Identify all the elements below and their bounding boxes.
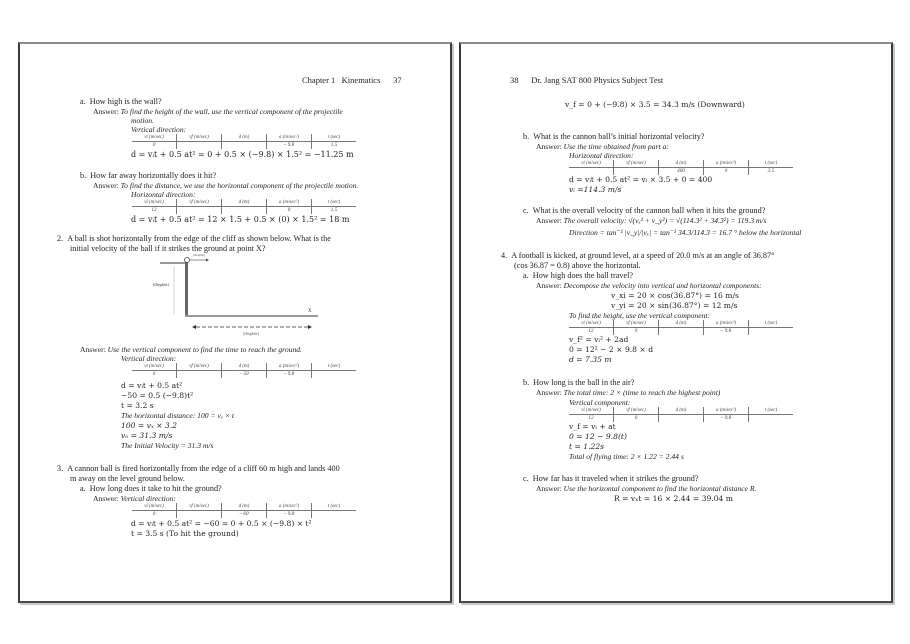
equation-line: d = vᵢt + 0.5 at²	[121, 381, 183, 390]
equation-vy: v_yi = 20 × sin(36.87°) = 12 m/s	[611, 301, 738, 310]
cliff-diagram	[150, 253, 320, 342]
equation-3a-final-velocity: v_f = 0 + (−9.8) × 3.5 = 34.3 m/s (Downward)	[565, 100, 745, 109]
equation-line: t = 1.22s	[569, 442, 605, 451]
equation-line: 0 = 12 − 9.8(t)	[569, 432, 627, 441]
question-1a: a. How high is the wall?	[80, 97, 162, 106]
equation-line: v_f = vᵢ + at	[569, 422, 616, 431]
equation-1b: d = vᵢt + 0.5 at² = 12 × 1.5 + 0.5 × (0) × 1.5² = 18 m	[131, 215, 350, 224]
question-4: 4. A football is kicked, at ground level, at a speed of 20.0 m/s at an angle of 36.87°	[501, 251, 775, 260]
page-number: 37	[393, 75, 402, 85]
page-header	[302, 75, 402, 85]
direction-label: Horizontal direction:	[569, 151, 634, 160]
question-4c: c. How far has it traveled when it strikes the ground?	[523, 474, 699, 483]
equation-vx: v_xi = 20 × cos(36.87°) = 16 m/s	[611, 291, 739, 300]
question-4a: a. How high does the ball travel?	[523, 271, 634, 280]
question-3c: c. What is the overall velocity of the cannon ball when it hits the ground?	[523, 206, 766, 215]
result-3b: vᵢ =114.3 m/s	[569, 185, 622, 194]
equation-line: Total of flying time: 2 × 1.22 = 2.44 s	[569, 452, 684, 461]
equation-3a: d = vᵢt + 0.5 at² = −60 = 0 + 0.5 × (−9.8) × t²	[131, 519, 312, 528]
book-title: Dr. Jang SAT 800 Physics Subject Test	[531, 75, 664, 85]
question-3b: b. What is the cannon ball’s initial horizontal velocity?	[523, 132, 705, 141]
answer-3c: Answer: The overall velocity: √(vₓ² + v_y²) = √(114.3² + 34.3²) = 119.3 m/s	[536, 216, 767, 225]
page-number: 38	[510, 75, 519, 85]
height-note: To find the height, use the vertical component:	[569, 311, 711, 320]
svg-text:[illegible]: [illegible]	[153, 282, 169, 287]
equation-line: v_f² = vᵢ² + 2ad	[569, 335, 629, 344]
question-1b: b. How far away horizontally does it hit?	[80, 171, 217, 180]
direction-label: Vertical direction:	[121, 354, 177, 363]
svg-text:[illegible]: [illegible]	[243, 331, 259, 336]
page-header	[510, 75, 663, 85]
question-4b: b. How long is the ball in the air?	[523, 378, 635, 387]
kinematics-table-4a: vi (m/sec) vf (m/sec) d (m) a (m/sec²) t (sec) 12 0 – 9.8	[569, 320, 793, 335]
answer-3b: Answer: Use the time obtained from part a:	[536, 142, 669, 151]
answer-1a: Answer: To find the height of the wall, use the vertical component of the projectile	[93, 107, 343, 116]
answer-4b: Answer: The total time: 2 × (time to reach the highest point)	[536, 388, 721, 397]
answer-4a: Answer: Decompose the velocity into vertical and horizontal components:	[536, 281, 762, 290]
equation-line: The Initial Velocity = 31.3 m/s	[121, 441, 214, 450]
direction-label: Vertical direction:	[131, 125, 187, 134]
equation-3b: d = vᵢt + 0.5 at² = vᵢ × 3.5 + 0 = 400	[569, 175, 713, 184]
question-3-cont: m away on the level ground below.	[70, 474, 185, 483]
right-page	[459, 42, 893, 603]
equation-line: 0 = 12² − 2 × 9.8 × d	[569, 345, 654, 354]
result-3a: t = 3.5 s (To hit the ground)	[131, 529, 239, 538]
kinematics-table-3b: vi (m/sec) vf (m/sec) d (m) a (m/sec²) t (sec) 400 0 3.5	[569, 160, 793, 175]
answer-4c: Answer: Use the horizontal component to find the horizontal distance R.	[536, 484, 757, 493]
answer-2: Answer: Use the vertical component to find the time to reach the ground.	[80, 345, 302, 354]
kinematics-table-1a: vi (m/sec) vf (m/sec) d (m) a (m/sec²) t (sec) 0 – 9.8 1.5	[132, 134, 356, 149]
kinematics-table-1b: vi (m/sec) vf (m/sec) d (m) a (m/sec²) t (sec) 12 0 1.5	[132, 199, 356, 214]
kinematics-table-4b: vi (m/sec) vf (m/sec) d (m) a (m/sec²) t (sec) 12 0 – 9.8	[569, 407, 793, 422]
question-2-cont: initial velocity of the ball if it strikes the ground at point X?	[70, 244, 266, 253]
equation-line: vₒ = 31.3 m/s	[121, 431, 173, 440]
answer-1a-cont: motion.	[131, 116, 154, 125]
equation-line: d = 7.35 m	[569, 355, 612, 364]
kinematics-table-2: vi (m/sec) vf (m/sec) d (m) a (m/sec²) t (sec) 0 – 50 – 9.8	[132, 363, 356, 378]
direction-formula: Direction = tan⁻¹ |v_y|/|vₓ| = tan⁻¹ 34.3/114.3 = 16.7 ° below the horizontal	[569, 228, 802, 237]
direction-label: Vertical component:	[569, 398, 631, 407]
svg-text:X: X	[308, 309, 312, 314]
question-4-cont: (cos 36.87 = 0.8) above the horizontal.	[514, 261, 641, 270]
direction-label: Horizontal direction:	[131, 190, 196, 199]
question-3: 3. A cannon ball is fired horizontally from the edge of a cliff 60 m high and lands 400	[57, 464, 340, 473]
kinematics-table-3a: vi (m/sec) vf (m/sec) d (m) a (m/sec²) t (sec) 0 – 60 – 9.8	[132, 503, 356, 518]
equation-4c: R = vₓt = 16 × 2.44 = 39.04 m	[614, 494, 733, 503]
answer-1b: Answer: To find the distance, we use the horizontal component of the projectile motion.	[93, 181, 359, 190]
left-page	[18, 42, 452, 603]
answer-3a: Answer: Vertical direction:	[93, 494, 176, 503]
equation-line: −50 = 0.5 (−9.8)t²	[121, 391, 194, 400]
equation-1a: d = vᵢt + 0.5 at² = 0 + 0.5 × (−9.8) × 1.5² = −11.25 m	[131, 150, 354, 159]
chapter-label: Chapter 1	[302, 75, 336, 85]
equation-line: 100 = vₓ × 3.2	[121, 421, 177, 430]
question-2: 2. A ball is shot horizontally from the edge of the cliff as shown below. What is the	[57, 234, 331, 243]
equation-line: t = 3.2 s	[121, 401, 154, 410]
equation-line: The horizontal distance: 100 = vₒ × t	[121, 411, 235, 420]
section-label: Kinematics	[341, 75, 381, 85]
question-3a: a. How long does it take to hit the ground?	[80, 484, 222, 493]
svg-text:[illegible]: [illegible]	[193, 253, 205, 257]
